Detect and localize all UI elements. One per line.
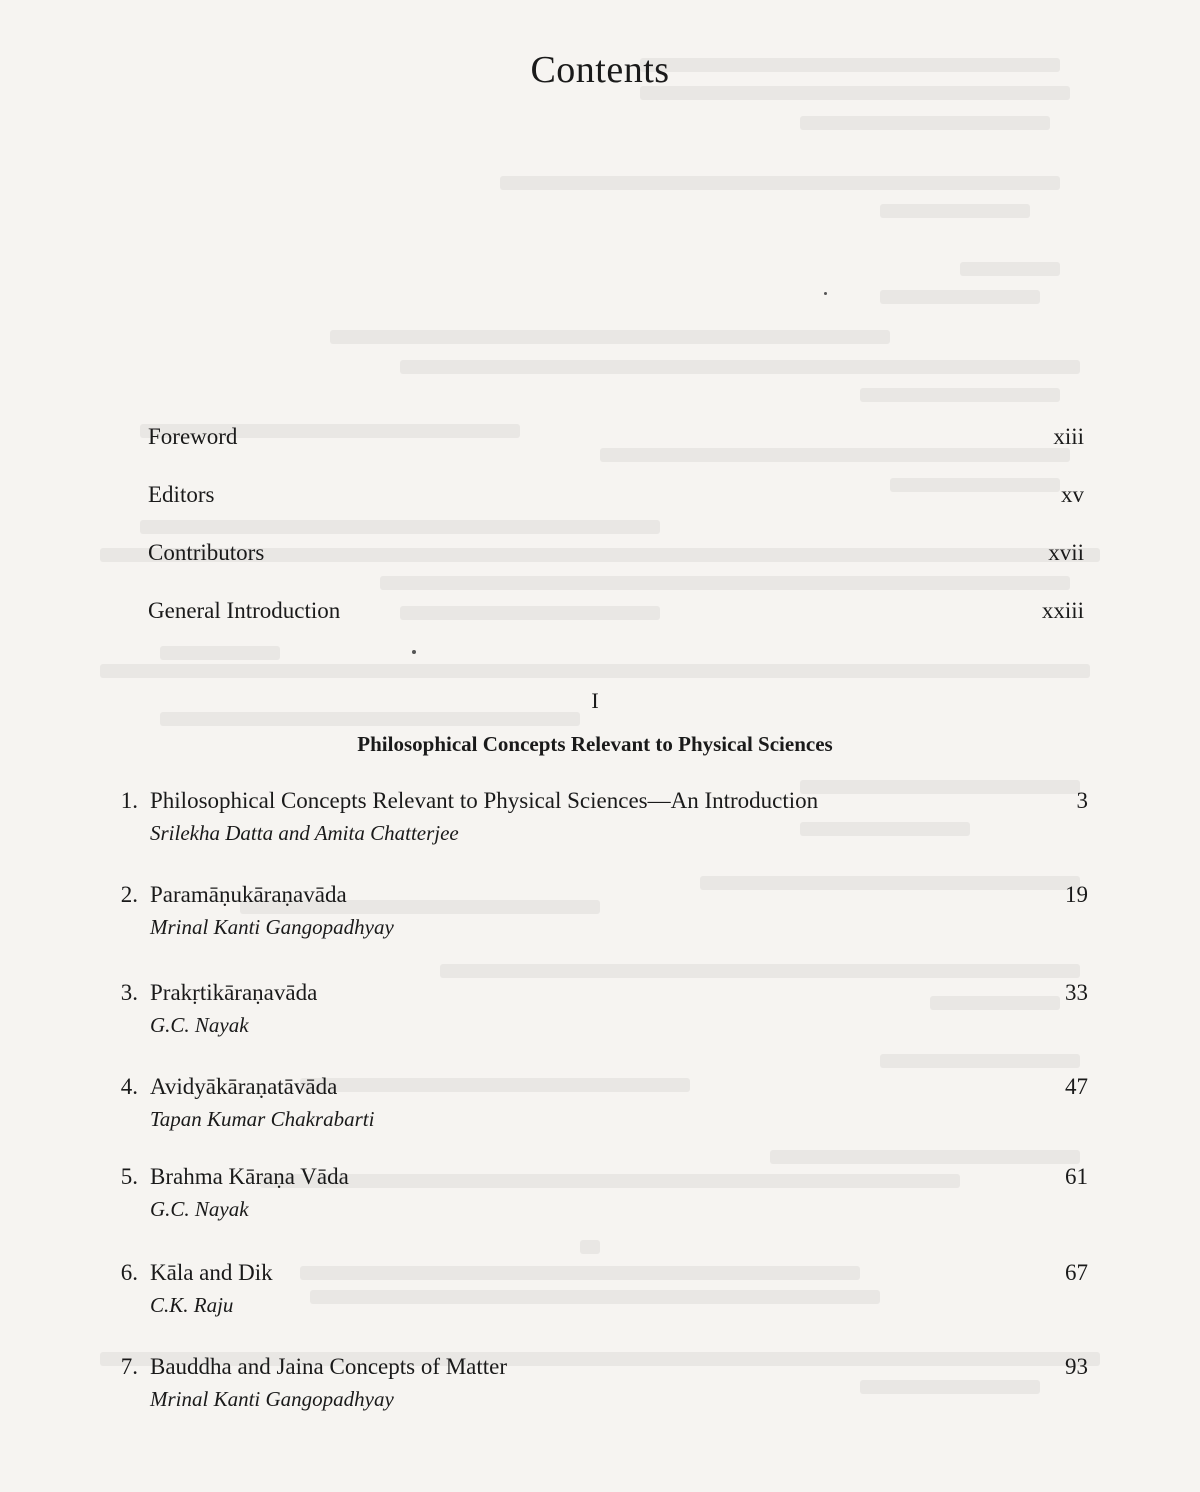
chapter-author: C.K. Raju — [150, 1293, 234, 1317]
chapter-number: 5. — [120, 1164, 138, 1189]
chapter-title: Avidyākāraṇatāvāda — [150, 1074, 338, 1099]
toc-entry-label: General Introduction — [148, 598, 341, 623]
chapter-author: Tapan Kumar Chakrabarti — [150, 1107, 375, 1131]
chapter-page: 61 — [1065, 1164, 1088, 1189]
chapter-number: 6. — [120, 1260, 138, 1285]
chapter-author: Mrinal Kanti Gangopadhyay — [150, 1387, 394, 1411]
toc-chapter-6[interactable] — [100, 1260, 1088, 1322]
chapter-number: 1. — [120, 788, 138, 813]
toc-entry-page: xvii — [1048, 540, 1084, 565]
toc-entry-contributors[interactable] — [148, 540, 1084, 570]
chapter-author: Mrinal Kanti Gangopadhyay — [150, 915, 394, 939]
chapter-number: 2. — [120, 882, 138, 907]
chapter-number: 3. — [120, 980, 138, 1005]
chapter-author: G.C. Nayak — [150, 1197, 249, 1221]
chapter-page: 67 — [1065, 1260, 1088, 1285]
part-title: Philosophical Concepts Relevant to Physical Sciences — [357, 732, 833, 756]
chapter-title: Paramāṇukāraṇavāda — [150, 882, 347, 907]
toc-entry-page: xxiii — [1041, 598, 1084, 623]
toc-chapter-4[interactable] — [100, 1074, 1088, 1136]
chapter-title: Prakṛtikāraṇavāda — [150, 980, 318, 1005]
toc-chapter-7[interactable] — [100, 1354, 1088, 1416]
toc-entry-foreword[interactable] — [148, 424, 1084, 454]
chapter-page: 93 — [1065, 1354, 1088, 1379]
toc-chapter-2[interactable] — [100, 882, 1088, 944]
chapter-page: 33 — [1065, 980, 1088, 1005]
chapter-title: Bauddha and Jaina Concepts of Matter — [150, 1354, 508, 1379]
chapter-author: Srilekha Datta and Amita Chatterjee — [150, 821, 459, 845]
page-title: Contents — [530, 49, 670, 91]
chapter-page: 19 — [1065, 882, 1088, 907]
paper-speck — [824, 292, 827, 295]
toc-entry-label: Contributors — [148, 540, 265, 565]
toc-entry-general-introduction[interactable] — [148, 598, 1084, 628]
toc-entry-label: Foreword — [148, 424, 238, 449]
paper-speck — [412, 650, 416, 654]
toc-chapter-1[interactable] — [100, 788, 1088, 850]
toc-entry-page: xv — [1061, 482, 1084, 507]
chapter-title: Philosophical Concepts Relevant to Physical Sciences—An Introduction — [150, 788, 819, 813]
chapter-number: 7. — [120, 1354, 138, 1379]
chapter-page: 3 — [1076, 788, 1088, 813]
toc-entry-editors[interactable] — [148, 482, 1084, 512]
toc-chapter-3[interactable] — [100, 980, 1088, 1042]
chapter-author: G.C. Nayak — [150, 1013, 249, 1037]
toc-entry-label: Editors — [148, 482, 215, 507]
chapter-number: 4. — [120, 1074, 138, 1099]
toc-entry-page: xiii — [1053, 424, 1084, 449]
toc-chapter-5[interactable] — [100, 1164, 1088, 1226]
chapter-title: Brahma Kāraṇa Vāda — [150, 1164, 349, 1189]
chapter-page: 47 — [1065, 1074, 1088, 1099]
part-number: I — [591, 688, 599, 713]
chapter-title: Kāla and Dik — [150, 1260, 273, 1285]
